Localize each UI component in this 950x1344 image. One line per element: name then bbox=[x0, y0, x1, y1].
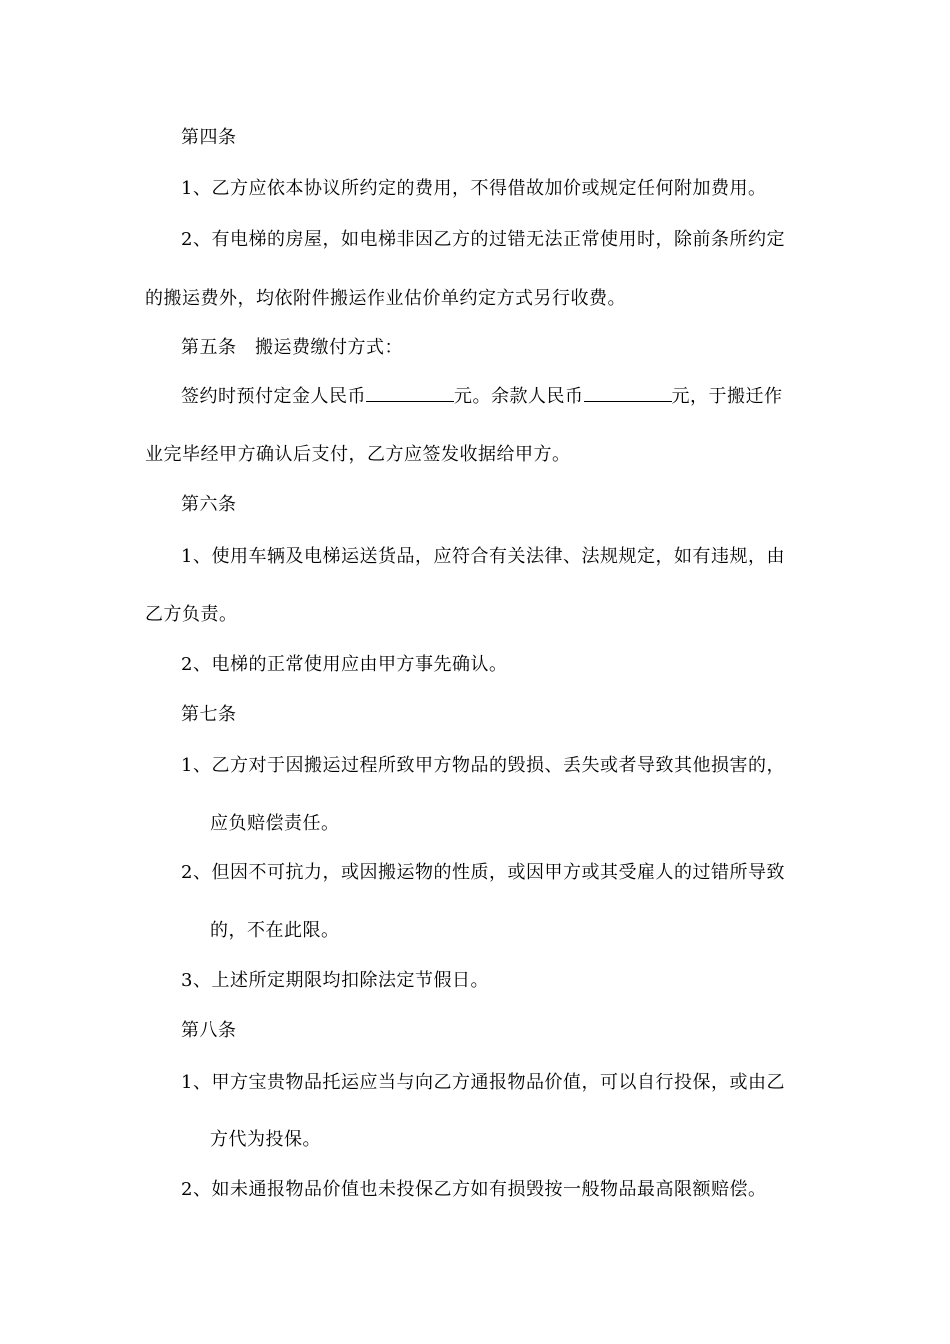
payment-text-after: 元，于搬迁作 bbox=[671, 386, 783, 407]
article-4-clause-2-line-1: 2、有电梯的房屋，如电梯非因乙方的过错无法正常使用时，除前条所约定 bbox=[181, 229, 785, 250]
payment-text-balance: 元。余款人民币 bbox=[454, 386, 584, 407]
payment-text-deposit: 签约时预付定金人民币 bbox=[181, 386, 366, 407]
article-4-clause-1: 1、乙方应依本协议所约定的费用，不得借故加价或规定任何附加费用。 bbox=[181, 178, 767, 199]
article-6-clause-1-line-1: 1、使用车辆及电梯运送货品，应符合有关法律、法规规定，如有违规，由 bbox=[181, 546, 785, 567]
article-6-heading: 第六条 bbox=[181, 494, 237, 515]
balance-amount-blank bbox=[584, 385, 672, 402]
article-8-heading: 第八条 bbox=[181, 1020, 237, 1041]
article-5-heading: 第五条 搬运费缴付方式： bbox=[181, 337, 403, 358]
article-7-heading: 第七条 bbox=[181, 704, 237, 725]
article-8-clause-1-line-1: 1、甲方宝贵物品托运应当与向乙方通报物品价值，可以自行投保，或由乙 bbox=[181, 1072, 785, 1093]
article-6-clause-1-line-2: 乙方负责。 bbox=[145, 604, 238, 625]
article-5-payment-line-1 bbox=[181, 385, 783, 409]
deposit-amount-blank bbox=[366, 385, 454, 402]
article-7-clause-3: 3、上述所定期限均扣除法定节假日。 bbox=[181, 970, 489, 991]
article-7-clause-1-line-2: 应负赔偿责任。 bbox=[210, 813, 340, 834]
article-5-payment-line-2: 业完毕经甲方确认后支付，乙方应签发收据给甲方。 bbox=[145, 444, 571, 465]
article-4-clause-2-line-2: 的搬运费外，均依附件搬运作业估价单约定方式另行收费。 bbox=[145, 288, 626, 309]
article-7-clause-2-line-2: 的，不在此限。 bbox=[210, 920, 340, 941]
article-8-clause-2: 2、如未通报物品价值也未投保乙方如有损毁按一般物品最高限额赔偿。 bbox=[181, 1179, 767, 1200]
article-8-clause-1-line-2: 方代为投保。 bbox=[210, 1129, 321, 1150]
article-4-heading: 第四条 bbox=[181, 127, 237, 148]
article-7-clause-2-line-1: 2、但因不可抗力，或因搬运物的性质，或因甲方或其受雇人的过错所导致 bbox=[181, 862, 785, 883]
article-7-clause-1-line-1: 1、乙方对于因搬运过程所致甲方物品的毁损、丢失或者导致其他损害的， bbox=[181, 755, 785, 776]
article-6-clause-2: 2、电梯的正常使用应由甲方事先确认。 bbox=[181, 654, 508, 675]
